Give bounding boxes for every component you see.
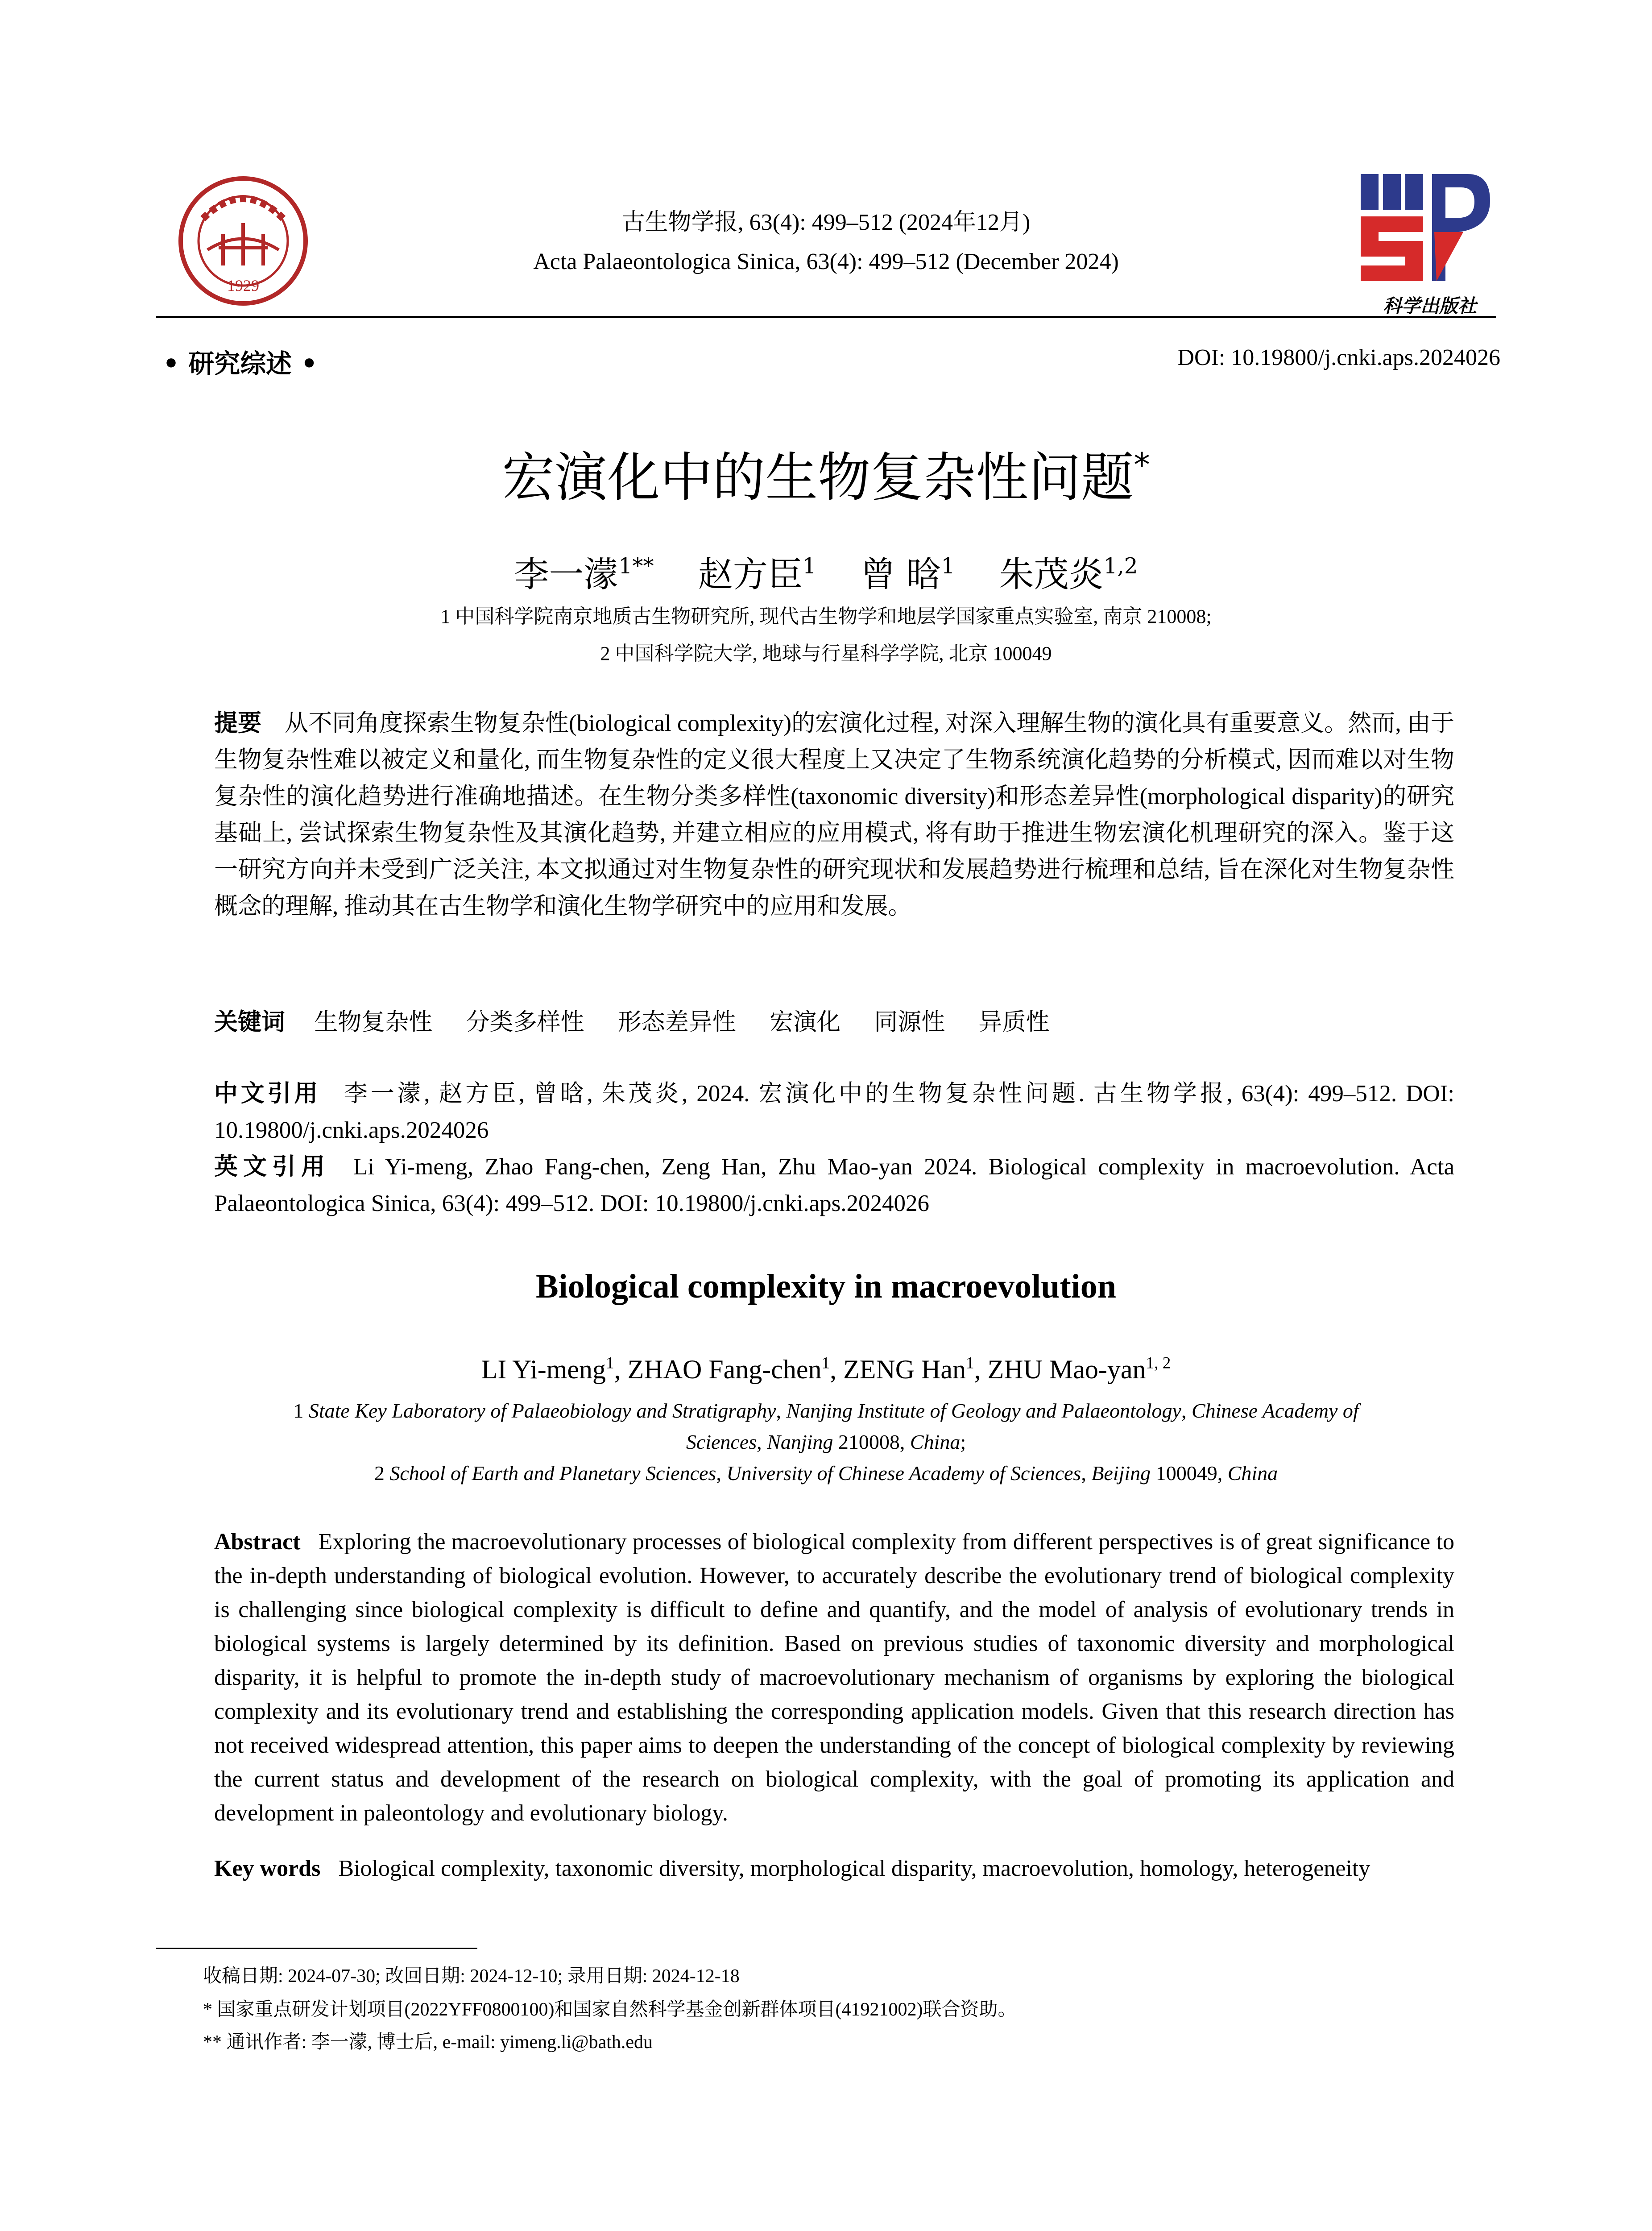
doi: DOI: 10.19800/j.cnki.aps.2024026 xyxy=(1177,345,1500,370)
keyword: 形态差异性 xyxy=(617,1009,736,1035)
section-tag: • 研究综述 • xyxy=(163,348,318,379)
logo-year: 1929 xyxy=(227,277,259,294)
en-author: ZHU Mao-yan$^{1, 2}$ xyxy=(987,1354,1171,1384)
journal-header xyxy=(312,203,1340,282)
citation-en xyxy=(214,1149,1454,1222)
palaeontological-society-logo xyxy=(176,174,310,308)
cn-authors xyxy=(0,547,1652,597)
en-keywords-label: Key words xyxy=(214,1856,321,1881)
en-author: LI Yi-meng$^1$, xyxy=(481,1354,628,1384)
en-author: ZENG Han$^1$, xyxy=(843,1354,988,1384)
footnote-funding: * 国家重点研发计划项目(2022YFF0800100)和国家自然科学基金创新群体项目(41921002)联合资助。 xyxy=(203,1999,1017,2020)
keyword: 分类多样性 xyxy=(466,1009,584,1035)
cn-keywords-label: 关键词 xyxy=(214,1008,285,1036)
cn-abstract xyxy=(214,705,1454,925)
cn-title xyxy=(0,435,1652,511)
cn-abstract-text: 从不同角度探索生物复杂性(biological complexity)的宏演化过程, 对深入理解生物的演化具有重要意义。然而, 由于生物复杂性难以被定义和量化, 而生物复杂性的定义很大程度上又决定了生物系统演化趋势的分析模式, 因而难以对生物复杂性的演化趋势进行准确地描述。在生物分类多样性(taxonomic diversity)和形态差异性(morphological disparity)的研究基础上, 尝试探索生物复杂性及其演化趋势, 并建立相应的应用模式, 将有助于推进生物宏演化机理研究的深入。鉴于这一研究方向并未受到广泛关注, 本文拟通过对生物复杂性的研究现状和发展趋势进行梳理和总结, 旨在深化对生物复杂性概念的理解, 推动其在古生物学和演化生物学研究中的应用和发展。 xyxy=(214,710,1454,919)
cn-author: 赵方臣$^1$ xyxy=(698,553,816,595)
keyword: 宏演化 xyxy=(770,1009,840,1035)
journal-header-en: Acta Palaeontologica Sinica, 63(4): 499–512 (December 2024) xyxy=(533,249,1119,274)
cn-affiliation: 2 中国科学院大学, 地球与行星科学学院, 北京 100049 xyxy=(600,643,1052,664)
keyword: 同源性 xyxy=(874,1009,945,1035)
cn-author: 朱茂炎$^{1,2}$ xyxy=(999,553,1138,595)
citation-en-text: Li Yi-meng, Zhao Fang-chen, Zeng Han, Zhu Mao-yan 2024. Biological complexity in macroevolution. Acta Palaeontologica Sinica, 63(4): 499–512. DOI: 10.19800/j.cnki.aps.2024026 xyxy=(214,1154,1454,1216)
footnote-corresponding: ** 通讯作者: 李一濛, 博士后, e-mail: yimeng.li@bath.edu xyxy=(203,2032,653,2053)
en-keywords xyxy=(214,1852,1454,1886)
en-keywords-text: Biological complexity, taxonomic diversity, morphological disparity, macroevolution, homology, heterogeneity xyxy=(338,1856,1370,1881)
footnote-rule xyxy=(156,1948,477,1949)
keyword: 生物复杂性 xyxy=(314,1009,433,1035)
en-abstract-label: Abstract xyxy=(214,1529,301,1555)
cn-author: 曾 晗$^1$ xyxy=(860,553,955,595)
cn-abstract-label: 提要 xyxy=(214,709,262,737)
citation-cn-label: 中文引用 xyxy=(214,1080,321,1107)
citation-en-label: 英文引用 xyxy=(214,1153,331,1180)
keyword: 异质性 xyxy=(978,1009,1050,1035)
journal-header-cn: 古生物学报, 63(4): 499–512 (2024年12月) xyxy=(621,210,1031,235)
title-footnote-mark: * xyxy=(1134,446,1150,485)
science-press-logo xyxy=(1356,170,1503,321)
header-rule xyxy=(156,316,1496,318)
citation-cn xyxy=(214,1075,1454,1149)
en-abstract-text: Exploring the macroevolutionary processes of biological complexity from different perspectives is of great significance to the in-depth understanding of biological evolution. However, to accurately describe the evolutionary trend of biological complexity is challenging since biological complexity is difficult to define and quantify, and the model of analysis of evolutionary trends in biological systems is largely determined by its definition. Based on previous studies of taxonomic diversity and morphological disparity, it is helpful to promote the in-depth study of macroevolutionary mechanism of organisms by exploring the biological complexity and its evolutionary trend and establishing the corresponding application models. Given that this research direction has not received widespread attention, this paper aims to deepen the understanding of the concept of biological complexity by reviewing the current status and development of the research on biological complexity, with the goal of promoting its application and development in paleontology and evolutionary biology. xyxy=(214,1529,1454,1826)
cn-affiliation: 1 中国科学院南京地质古生物研究所, 现代古生物学和地层学国家重点实验室, 南京 210008; xyxy=(440,605,1212,627)
en-affiliation-1-cont: Sciences, Nanjing 210008, China; xyxy=(686,1431,966,1453)
en-abstract xyxy=(214,1525,1454,1830)
footnote-dates: 收稿日期: 2024-07-30; 改回日期: 2024-12-10; 录用日期: 2024-12-18 xyxy=(203,1966,740,1986)
en-authors xyxy=(0,1354,1652,1385)
cn-title-text: 宏演化中的生物复杂性问题 xyxy=(502,447,1134,508)
en-affiliation-2: 2 School of Earth and Planetary Sciences, University of Chinese Academy of Sciences, Beijing 100049, China xyxy=(374,1462,1278,1485)
en-title: Biological complexity in macroevolution xyxy=(535,1268,1117,1305)
en-author: ZHAO Fang-chen$^1$, xyxy=(627,1354,844,1384)
cn-author: 李一濛$^{1**}$ xyxy=(514,553,654,595)
citation-cn-text: 李一濛, 赵方臣, 曾晗, 朱茂炎, 2024. 宏演化中的生物复杂性问题. 古生物学报, 63(4): 499–512. DOI: 10.19800/j.cnki.aps.2024026 xyxy=(214,1081,1455,1143)
cn-keywords xyxy=(214,1004,1454,1041)
logo-caption: 科学出版社 xyxy=(1383,295,1477,317)
en-affiliation-1: 1 State Key Laboratory of Palaeobiology and Stratigraphy, Nanjing Institute of Geology and Palaeontology, Chinese Academy of xyxy=(293,1399,1359,1422)
